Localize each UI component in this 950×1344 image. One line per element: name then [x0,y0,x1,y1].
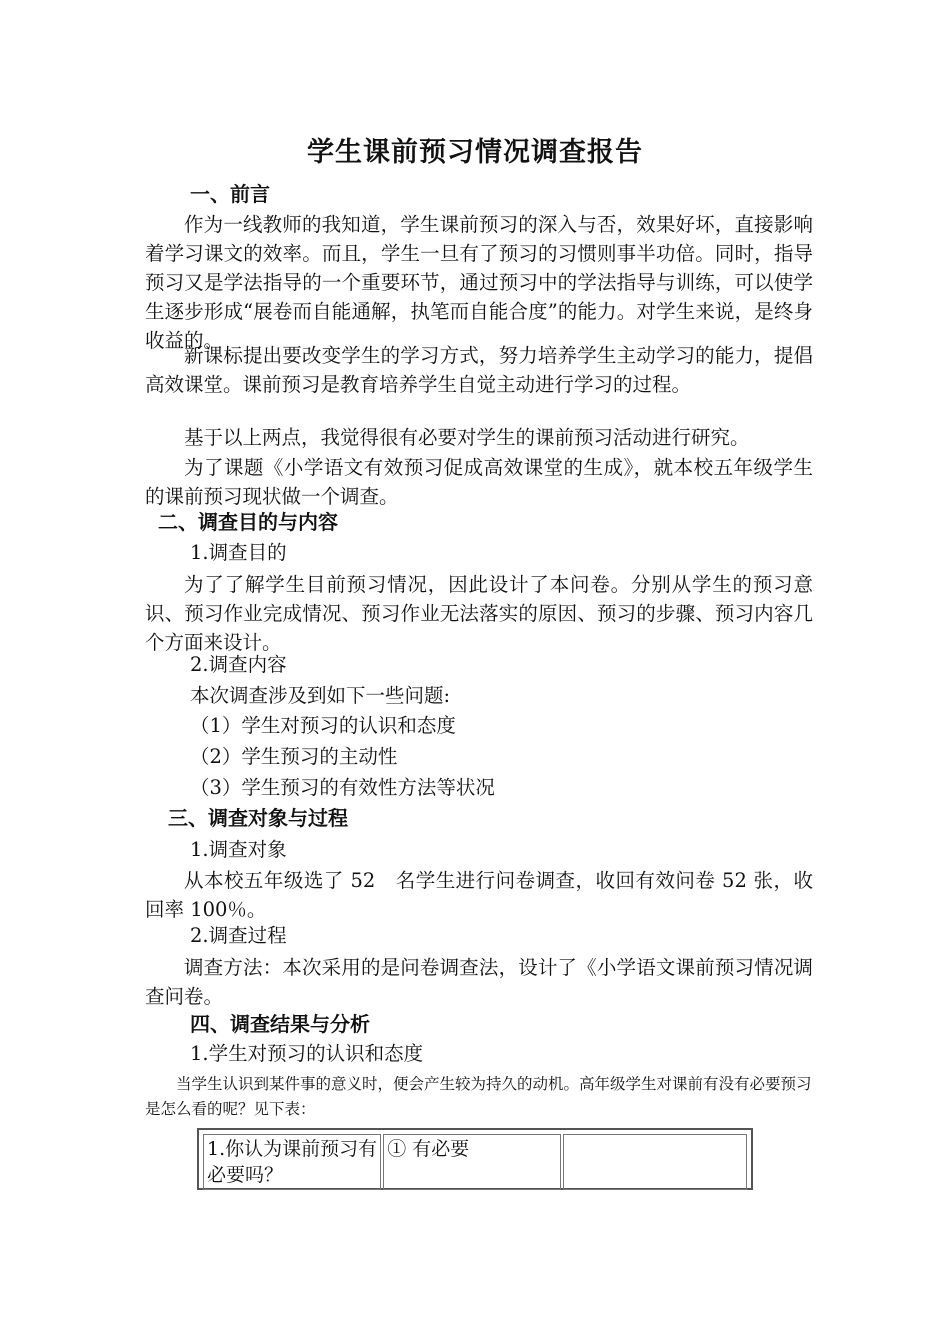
list-item: （2）学生预习的主动性 [190,745,398,768]
section-heading-preface: 一、前言 [190,182,270,206]
table-cell-question: 1.你认为课前预习有必要吗？ [203,1134,381,1190]
report-title: 学生课前预习情况调查报告 [307,137,643,168]
table-cell-option: ① 有必要 [383,1134,561,1190]
subheading: 2.调查内容 [190,653,287,676]
table-row [203,1134,747,1190]
subheading: 2.调查过程 [190,924,287,947]
section-heading-subjects: 三、调查对象与过程 [168,806,348,830]
survey-table [197,1128,753,1190]
table-cell-value [563,1134,747,1190]
paragraph: 新课标提出要改变学生的学习方式，努力培养学生主动学习的能力，提倡高效课堂。课前预习是教育培养学生自觉主动进行学习的过程。 [145,344,813,396]
paragraph: 为了了解学生目前预习情况，因此设计了本问卷。分别从学生的预习意识、预习作业完成情况、预习作业无法落实的原因、预习的步骤、预习内容几个方面来设计。 [145,573,813,654]
list-item: （3）学生预习的有效性方法等状况 [190,776,495,799]
section-heading-purpose: 二、调查目的与内容 [158,510,338,534]
paragraph: 基于以上两点，我觉得很有必要对学生的课前预习活动进行研究。 [184,426,750,449]
paragraph: 调查方法：本次采用的是问卷调查法，设计了《小学语文课前预习情况调查问卷。 [145,956,813,1008]
list-item: （1）学生对预习的认识和态度 [190,714,456,737]
subheading: 1.调查目的 [190,541,287,564]
paragraph: 为了课题《小学语文有效预习促成高效课堂的生成》，就本校五年级学生的课前预习现状做一个调查。 [145,456,813,508]
section-heading-results: 四、调查结果与分析 [190,1012,370,1036]
paragraph-small: 当学生认识到某件事的意义时，便会产生较为持久的动机。高年级学生对课前有没有必要预习是怎么看的呢？见下表： [145,1075,812,1118]
subheading: 1.调查对象 [190,838,287,861]
paragraph: 从本校五年级选了 52 名学生进行问卷调查，收回有效问卷 52 张，收回率 100％。 [145,869,813,921]
paragraph: 作为一线教师的我知道，学生课前预习的深入与否，效果好坏，直接影响着学习课文的效率。而且，学生一旦有了预习的习惯则事半功倍。同时，指导预习又是学法指导的一个重要环节，通过预习中的学法指导与训练，可以使学生逐步形成“展卷而自能通解，执笔而自能合度”的能力。对学生来说，是终身收益的。 [145,213,813,352]
subheading: 1.学生对预习的认识和态度 [190,1042,424,1065]
paragraph: 本次调查涉及到如下一些问题: [190,684,451,707]
